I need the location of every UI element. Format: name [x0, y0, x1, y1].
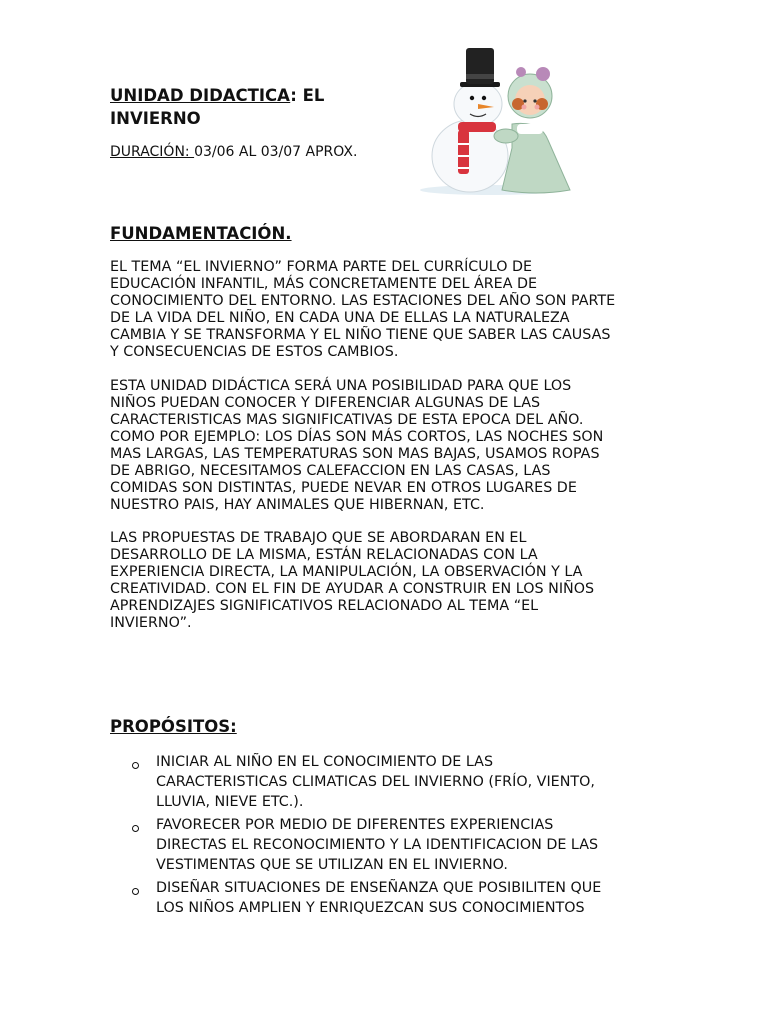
list-item	[130, 815, 670, 875]
duration-line	[110, 143, 357, 161]
circle-bullet-icon	[132, 825, 139, 832]
fundamentacion-paragraph-1: EL TEMA “EL INVIERNO” FORMA PARTE DEL CURRÍCULO DE EDUCACIÓN INFANTIL, MÁS CONCRETAMENTE DEL ÁREA DE CONOCIMIENTO DEL ENTORNO. LAS ESTACIONES DEL AÑO SON PARTE DE LA VIDA DEL NIÑO, EN CADA UNA DE ELLAS LA NATURALEZA CAMBIA Y SE TRANSFORMA Y EL NIÑO TIENE QUE SABER LAS CAUSAS Y CONSECUENCIAS DE ESTOS CAMBIOS.	[110, 259, 616, 360]
snowman-and-girl-icon	[420, 44, 578, 196]
fundamentacion-heading: FUNDAMENTACIÓN.	[110, 224, 292, 243]
list-item	[130, 878, 670, 918]
duration-value: 03/06 AL 03/07 APROX.	[194, 144, 358, 160]
title-underlined: UNIDAD DIDACTICA	[110, 86, 291, 105]
fundamentacion-paragraph-3: LAS PROPUESTAS DE TRABAJO QUE SE ABORDARAN EN EL DESARROLLO DE LA MISMA, ESTÁN RELACIONADAS CON LA EXPERIENCIA DIRECTA, LA MANIPULACIÓN, LA OBSERVACIÓN Y LA CREATIVIDAD. CON EL FIN DE AYUDAR A CONSTRUIR EN LOS NIÑOS APRENDIZAJES SIGNIFICATIVOS RELACIONADO AL TEMA “EL INVIERNO”.	[110, 530, 595, 631]
list-item-text: FAVORECER POR MEDIO DE DIFERENTES EXPERIENCIAS DIRECTAS EL RECONOCIMIENTO Y LA IDENTIFICACION DE LAS VESTIMENTAS QUE SE UTILIZAN EN EL INVIERNO.	[156, 817, 599, 873]
propositos-heading: PROPÓSITOS:	[110, 717, 237, 736]
title-rest: : EL INVIERNO	[110, 86, 325, 128]
circle-bullet-icon	[132, 888, 139, 895]
document-title	[110, 84, 400, 130]
propositos-list	[130, 752, 670, 921]
fundamentacion-paragraph-2: ESTA UNIDAD DIDÁCTICA SERÁ UNA POSIBILIDAD PARA QUE LOS NIÑOS PUEDAN CONOCER Y DIFERENCIAR ALGUNAS DE LAS CARACTERISTICAS MAS SIGNIFICATIVAS DE ESTA EPOCA DEL AÑO. COMO POR EJEMPLO: LOS DÍAS SON MÁS CORTOS, LAS NOCHES SON MAS LARGAS, LAS TEMPERATURAS SON MAS BAJAS, USAMOS ROPAS DE ABRIGO, NECESITAMOS CALEFACCION EN LAS CASAS, LAS COMIDAS SON DISTINTAS, PUEDE NEVAR EN OTROS LUGARES DE NUESTRO PAIS, HAY ANIMALES QUE HIBERNAN, ETC.	[110, 378, 604, 513]
duration-label: DURACIÓN:	[110, 144, 195, 160]
list-item	[130, 752, 670, 812]
list-item-text: INICIAR AL NIÑO EN EL CONOCIMIENTO DE LAS CARACTERISTICAS CLIMATICAS DEL INVIERNO (FRÍO, VIENTO, LLUVIA, NIEVE ETC.).	[156, 754, 595, 810]
circle-bullet-icon	[132, 762, 139, 769]
list-item-text: DISEÑAR SITUACIONES DE ENSEÑANZA QUE POSIBILITEN QUE LOS NIÑOS AMPLIEN Y ENRIQUEZCAN SUS CONOCIMIENTOS	[156, 880, 602, 916]
